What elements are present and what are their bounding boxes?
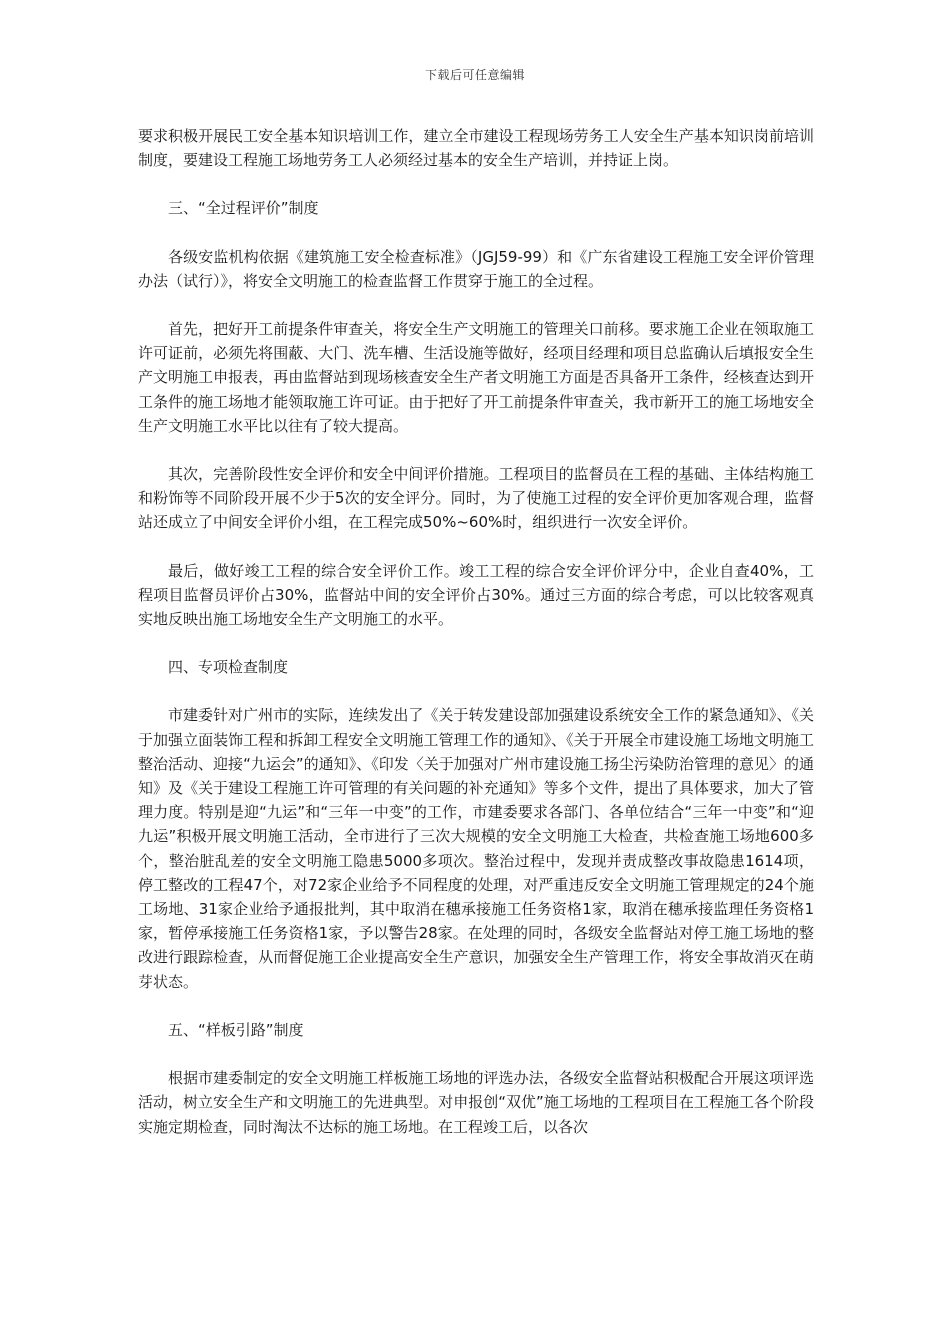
paragraph-special-inspection: 市建委针对广州市的实际，连续发出了《关于转发建设部加强建设系统安全工作的紧急通知》、《关于加强立面装饰工程和拆卸工程安全文明施工管理工作的通知》、《关于开展全市建设施工场地文明施工整治活动、迎接“九运会”的通知》、《印发〈关于加强对广州市建设施工扬尘污染防治管理的意见〉的通知》及《关于建设工程施工许可管理的有关问题的补充通知》等多个文件，提出了具体要求，加大了管理力度。特别是迎“九运”和“三年一中变”的工作，市建委要求各部门、各单位结合“三年一中变”和“迎九运”积极开展文明施工活动，全市进行了三次大规模的安全文明施工大检查，共检查施工场地600多个，整治脏乱差的安全文明施工隐患5000多项次。整治过程中，发现并责成整改事故隐患1614项，停工整改的工程47个，对72家企业给予不同程度的处理，对严重违反安全文明施工管理规定的24个施工场地、31家企业给予通报批判，其中取消在穗承接施工任务资格1家，取消在穗承接监理任务资格1家，暂停承接施工任务资格1家，予以警告28家。在处理的同时，各级安全监督站对停工施工场地的整改进行跟踪检查，从而督促施工企业提高安全生产意识，加强安全生产管理工作，将安全事故消灭在萌芽状态。	[138, 706, 814, 991]
paragraph-final-step: 最后，做好竣工工程的综合安全评价工作。竣工工程的综合安全评价评分中，企业自查40%，工程项目监督员评价占30%，监督站中间的安全评价占30%。通过三方面的综合考虑，可以比较客观真实地反映出施工场地安全生产文明施工的水平。	[138, 561, 814, 629]
paragraph-second-step: 其次，完善阶段性安全评价和安全中间评价措施。工程项目的监督员在工程的基础、主体结构施工和粉饰等不同阶段开展不少于5次的安全评分。同时，为了使施工过程的安全评价更加客观合理，监督站还成立了中间安全评价小组，在工程完成50%~60%时，组织进行一次安全评价。	[138, 465, 814, 532]
paragraph-model-guidance: 根据市建委制定的安全文明施工样板施工场地的评选办法，各级安全监督站积极配合开展这项评选活动，树立安全生产和文明施工的先进典型。对申报创“双优”施工场地的工程项目在工程施工各个阶段实施定期检查，同时淘汰不达标的施工场地。在工程竣工后，以各次	[138, 1069, 814, 1136]
section-heading-model-guidance: 五、“样板引路”制度	[168, 1020, 304, 1039]
section-heading-special-inspection: 四、专项检查制度	[168, 658, 289, 677]
page-header: 下载后可任意编辑	[424, 68, 525, 82]
paragraph-training: 要求积极开展民工安全基本知识培训工作，建立全市建设工程现场劳务工人安全生产基本知识岗前培训制度，要建设工程施工场地劳务工人必须经过基本的安全生产培训，并持证上岗。	[138, 127, 814, 170]
document-body	[138, 124, 814, 1163]
paragraph-first-step: 首先，把好开工前提条件审查关，将安全生产文明施工的管理关口前移。要求施工企业在领取施工许可证前，必须先将围蔽、大门、洗车槽、生活设施等做好，经项目经理和项目总监确认后填报安全生产文明施工申报表，再由监督站到现场核查安全生产者文明施工方面是否具备开工条件，经核查达到开工条件的施工场地才能领取施工许可证。由于把好了开工前提条件审查关，我市新开工的施工场地安全生产文明施工水平比以往有了较大提高。	[138, 320, 814, 435]
section-heading-full-process-evaluation: 三、“全过程评价”制度	[168, 199, 319, 218]
paragraph-evaluation-basis: 各级安监机构依据《建筑施工安全检查标准》（JGJ59-99）和《广东省建设工程施工安全评价管理办法（试行）》，将安全文明施工的检查监督工作贯穿于施工的全过程。	[138, 247, 814, 290]
